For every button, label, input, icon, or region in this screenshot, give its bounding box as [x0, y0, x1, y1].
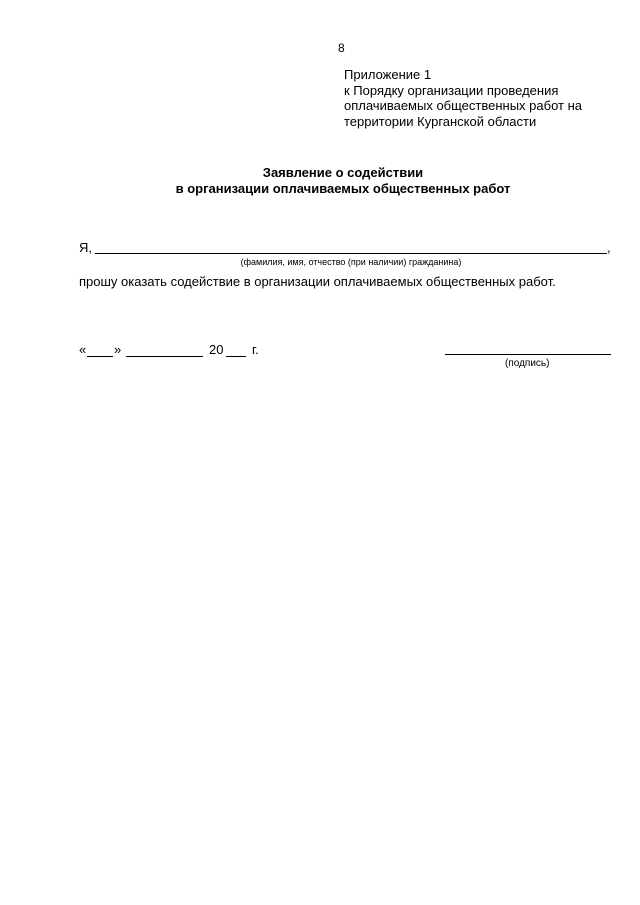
date-year-field[interactable]: [226, 356, 246, 357]
signature-caption: (подпись): [505, 358, 550, 369]
appendix-line: Приложение 1: [344, 67, 432, 82]
appendix-line: к Порядку организации проведения: [344, 82, 559, 98]
date-year-prefix: 20: [209, 342, 224, 357]
date-close-quote: »: [114, 342, 122, 357]
date-year-suffix: г.: [252, 342, 259, 357]
appendix-line: оплачиваемых общественных работ на: [344, 98, 582, 113]
date-month-field[interactable]: [126, 356, 203, 357]
appendix-line: территории Курганской области: [344, 113, 537, 129]
appendix-header: [344, 67, 582, 129]
date-day-field[interactable]: [87, 356, 113, 357]
applicant-name-field[interactable]: [95, 253, 607, 254]
signature-field[interactable]: [445, 354, 611, 355]
date-open-quote: «: [79, 342, 87, 357]
applicant-name-caption: (фамилия, имя, отчество (при наличии) гражданина): [240, 257, 462, 267]
applicant-suffix: ,: [607, 240, 611, 255]
title-line-2: в организации оплачиваемых общественных работ: [175, 180, 511, 196]
document-title: [0, 165, 640, 196]
page-number: 8: [338, 41, 345, 55]
title-line-1: Заявление о содействии: [262, 165, 424, 180]
request-text: прошу оказать содействие в организации оплачиваемых общественных работ.: [79, 274, 556, 289]
applicant-prefix: Я,: [79, 240, 92, 255]
